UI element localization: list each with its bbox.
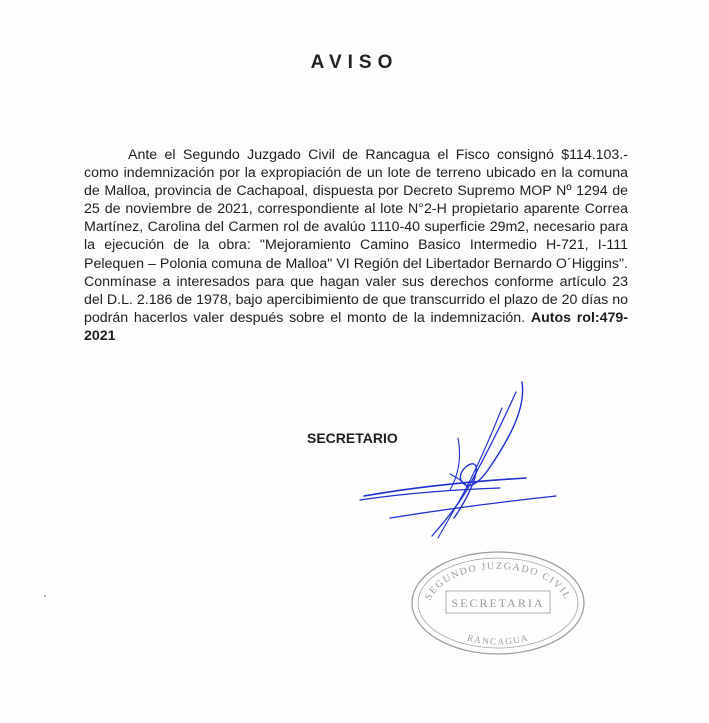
scan-speck bbox=[44, 595, 46, 597]
signature-image bbox=[350, 378, 560, 548]
stamp-top-text: SEGUNDO JUZGADO CIVIL bbox=[422, 560, 574, 603]
case-reference: Autos rol:479-2021 bbox=[84, 309, 629, 344]
notice-body-text: Ante el Segundo Juzgado Civil de Rancagua el Fisco consignó $114.103.- como indemnización por la expropiación de un lote de terreno ubicado en la comuna de Malloa, provincia de Cachapoal, dispuesta por Decreto Supremo MOP Nº 1294 de 25 de noviembre de 2021, correspondiente al lote N°2-H propietario aparente Correa Martínez, Carolina del Carmen rol de avalúo 1110-40 superficie 29m2, necesario para la ejecución de la obra: "Mejoramiento Camino Basico Intermedio H-721, I-111 Pelequen – Polonia comuna de Malloa" VI Región del Libertador Bernardo O´Higgins". Conmínase a interesados para que hagan valer sus derechos conforme artículo 23 del D.L. 2.186 de 1978, bajo apercibimiento de que transcurrido el plazo de 20 días no podrán hacerlos valer después sobre el monto de la indemnización. bbox=[84, 147, 628, 326]
court-stamp bbox=[408, 545, 588, 657]
stamp-bottom-text: RANCAGUA bbox=[466, 632, 530, 647]
stamp-center-text: SECRETARIA bbox=[451, 596, 545, 610]
notice-body bbox=[84, 146, 628, 345]
signatory-label: SECRETARIO bbox=[307, 430, 398, 446]
document-title: AVISO bbox=[310, 52, 399, 73]
